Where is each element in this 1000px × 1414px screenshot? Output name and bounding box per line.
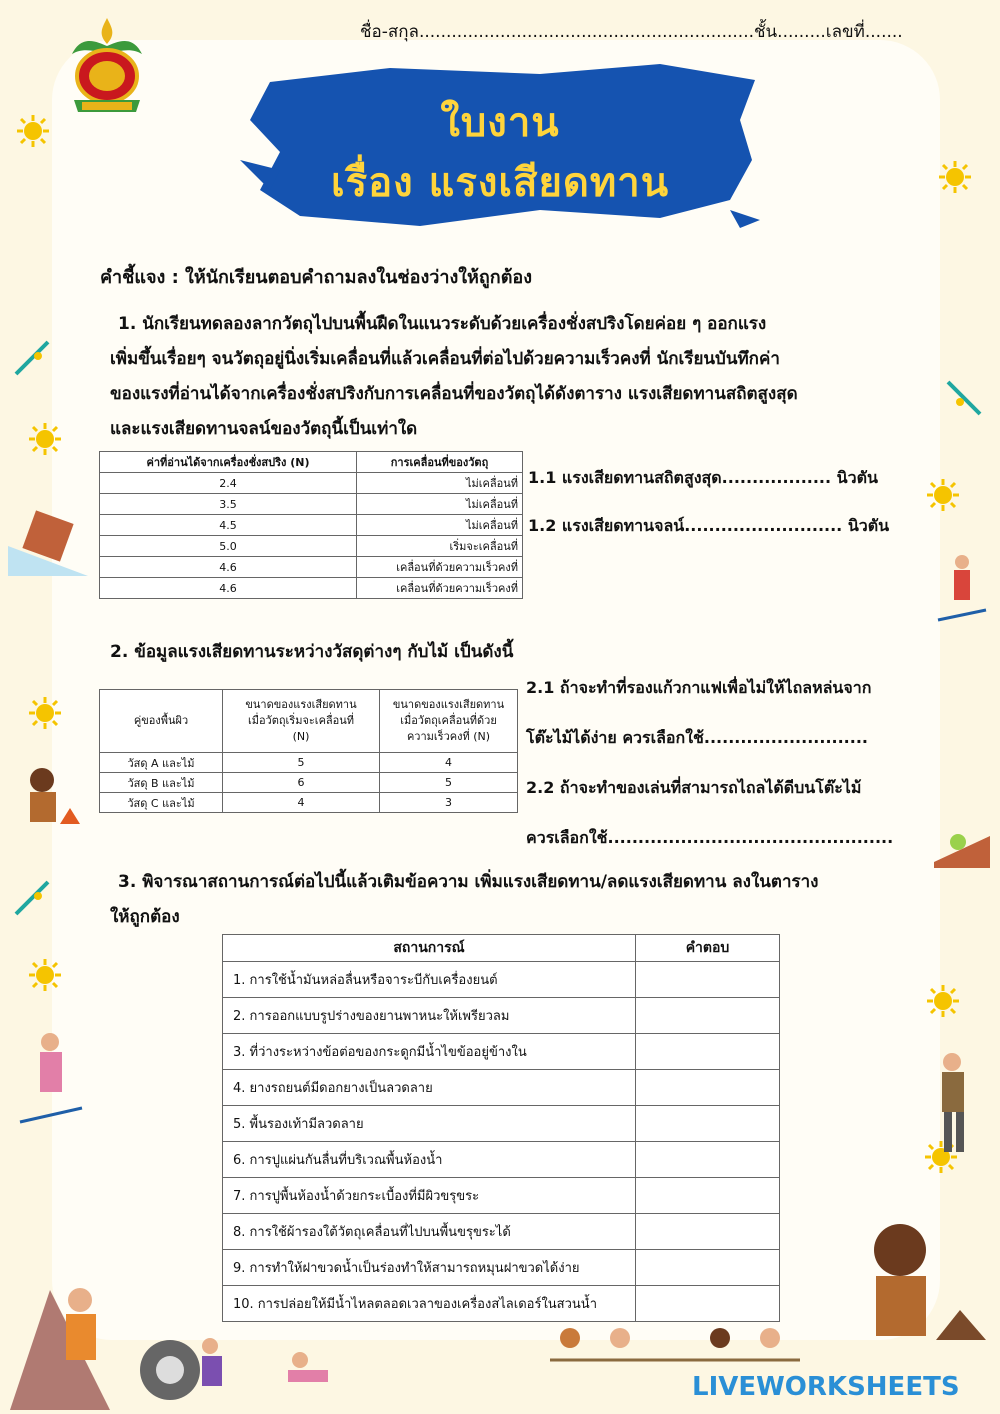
q3-situation: 6. การปูแผ่นกันลื่นที่บริเวณพื้นห้องน้ำ — [223, 1142, 636, 1178]
box-on-slope-illustration — [8, 506, 88, 576]
people-pushing-illustration — [190, 1330, 510, 1410]
ramp-icon — [14, 880, 50, 916]
q1-answer-static-friction[interactable]: 1.1 แรงเสียดทานสถิตสูงสุด.................. นิวตัน — [528, 468, 878, 487]
q3-answer-cell[interactable] — [636, 1178, 780, 1214]
liveworksheets-logo: LIVEWORKSHEETS — [692, 1372, 960, 1402]
q2-cell: 4 — [380, 753, 518, 773]
q1-cell: เคลื่อนที่ด้วยความเร็วคงที่ — [357, 557, 523, 578]
q2-header-static — [223, 690, 380, 753]
q3-situation: 7. การปูพื้นห้องน้ำด้วยกระเบื้องที่มีผิวขรุขระ — [223, 1178, 636, 1214]
q2-heading: 2. ข้อมูลแรงเสียดทานระหว่างวัสดุต่างๆ กับไม้ เป็นดังนี้ — [110, 642, 514, 662]
q1-answer-kinetic-friction[interactable]: 1.2 แรงเสียดทานจลน์.......................... นิวตัน — [528, 516, 890, 535]
sun-icon — [28, 422, 62, 456]
ramp-icon — [946, 380, 982, 416]
q3-situation: 3. ที่ว่างระหว่างข้อต่อของกระดูกมีน้ำไขข้ออยู่ข้างใน — [223, 1034, 636, 1070]
table-row — [100, 515, 523, 536]
q1-cell: 4.6 — [100, 557, 357, 578]
caveman-illustration — [14, 764, 84, 834]
table-row — [100, 557, 523, 578]
q2-cell: 3 — [380, 793, 518, 813]
table-row — [223, 1106, 780, 1142]
q2-cell: วัสดุ A และไม้ — [100, 753, 223, 773]
q1-cell: 2.4 — [100, 473, 357, 494]
q3-line-1: 3. พิจารณาสถานการณ์ต่อไปนี้แล้วเติมข้อความ เพิ่มแรงเสียดทาน/ลดแรงเสียดทาน ลงในตาราง — [118, 872, 819, 892]
q2-cell: 6 — [223, 773, 380, 793]
caveman-fire-illustration — [840, 1210, 990, 1360]
table-row — [100, 753, 518, 773]
q3-answer-cell[interactable] — [636, 1106, 780, 1142]
table-row — [223, 1178, 780, 1214]
sun-icon — [926, 478, 960, 512]
q2-header-kinetic-text: ขนาดของแรงเสียดทาน เมื่อวัตถุเคลื่อนที่ด้วย ความเร็วคงที่ (N) — [392, 698, 505, 743]
table-row — [100, 536, 523, 557]
q3-situation: 1. การใช้น้ำมันหล่อลื่นหรือจาระบีกับเครื่องยนต์ — [223, 962, 636, 998]
q2-2-answer[interactable]: ควรเลือกใช้............................................... — [526, 828, 894, 847]
q1-cell: เริ่มจะเคลื่อนที่ — [357, 536, 523, 557]
q2-1-line-1: 2.1 ถ้าจะทำที่รองแก้วกาแฟเพื่อไม่ให้ไถลหล่นจาก — [526, 678, 872, 697]
q2-header-static-text: ขนาดของแรงเสียดทาน เมื่อวัตถุเริ่มจะเคลื่อนที่ (N) — [245, 698, 357, 743]
q1-cell: ไม่เคลื่อนที่ — [357, 473, 523, 494]
q3-situation: 4. ยางรถยนต์มีดอกยางเป็นลวดลาย — [223, 1070, 636, 1106]
q2-header-surface: คู่ของพื้นผิว — [100, 690, 223, 753]
q1-cell: 4.6 — [100, 578, 357, 599]
q3-situation: 8. การใช้ผ้ารองใต้วัตถุเคลื่อนที่ไปบนพื้นขรุขระได้ — [223, 1214, 636, 1250]
q3-answer-cell[interactable] — [636, 998, 780, 1034]
sun-icon — [28, 696, 62, 730]
q1-cell: 3.5 — [100, 494, 357, 515]
table-row — [100, 473, 523, 494]
table-row — [223, 1070, 780, 1106]
table-row — [223, 962, 780, 998]
q3-header-answer: คำตอบ — [636, 935, 780, 962]
q1-line-1: 1. นักเรียนทดลองลากวัตถุไปบนพื้นฝืดในแนวระดับด้วยเครื่องชั่งสปริงโดยค่อย ๆ ออกแรง — [118, 314, 767, 334]
table-row — [223, 1034, 780, 1070]
table-row — [223, 1286, 780, 1322]
table-row — [100, 494, 523, 515]
table-row — [100, 793, 518, 813]
worksheet-subtitle: เรื่อง แรงเสียดทาน — [330, 160, 670, 206]
q2-cell: วัสดุ C และไม้ — [100, 793, 223, 813]
q2-2-line-1: 2.2 ถ้าจะทำของเล่นที่สามารถไถลได้ดีบนโต๊ะไม้ — [526, 778, 862, 797]
q3-answer-cell[interactable] — [636, 962, 780, 998]
q3-answer-cell[interactable] — [636, 1214, 780, 1250]
q1-table-header-motion: การเคลื่อนที่ของวัตถุ — [357, 452, 523, 473]
q1-cell: ไม่เคลื่อนที่ — [357, 515, 523, 536]
q3-header-situation: สถานการณ์ — [223, 935, 636, 962]
q3-situation: 5. พื้นรองเท้ามีลวดลาย — [223, 1106, 636, 1142]
q3-answer-cell[interactable] — [636, 1286, 780, 1322]
q1-line-3: ของแรงที่อ่านได้จากเครื่องชั่งสปริงกับการเคลื่อนที่ของวัตถุได้ดังตาราง แรงเสียดทานสถิตสูงสุด — [110, 384, 798, 404]
hiker-illustration — [924, 1050, 980, 1160]
sun-icon — [28, 958, 62, 992]
ball-on-slope-illustration — [934, 812, 990, 868]
q1-cell: ไม่เคลื่อนที่ — [357, 494, 523, 515]
q2-table — [99, 689, 518, 813]
q1-table — [99, 451, 523, 599]
q3-situation: 10. การปล่อยให้มีน้ำไหลตลอดเวลาของเครื่องสไลเดอร์ในสวนน้ำ — [223, 1286, 636, 1322]
q2-1-answer[interactable]: โต๊ะไม้ได้ง่าย ควรเลือกใช้........................... — [526, 728, 868, 747]
skier-illustration — [934, 552, 990, 628]
table-row — [223, 1250, 780, 1286]
q1-cell: เคลื่อนที่ด้วยความเร็วคงที่ — [357, 578, 523, 599]
q3-line-2: ให้ถูกต้อง — [110, 907, 180, 927]
q3-table — [222, 934, 780, 1322]
table-row — [100, 578, 523, 599]
sun-icon — [926, 984, 960, 1018]
skier-illustration — [16, 1030, 86, 1130]
instructions: คำชี้แจง : ให้นักเรียนตอบคำถามลงในช่องว่างให้ถูกต้อง — [100, 267, 532, 288]
sun-icon — [16, 114, 50, 148]
q1-table-header-reading: ค่าที่อ่านได้จากเครื่องชั่งสปริง (N) — [100, 452, 357, 473]
q1-line-2: เพิ่มขึ้นเรื่อยๆ จนวัตถุอยู่นิ่งเริ่มเคลื่อนที่แล้วเคลื่อนที่ต่อไปด้วยความเร็วคงที่ นักเรียนบันทึกค่า — [110, 349, 780, 369]
worksheet-title: ใบงาน — [440, 100, 560, 146]
q2-header-kinetic — [380, 690, 518, 753]
table-row — [223, 1142, 780, 1178]
q3-answer-cell[interactable] — [636, 1142, 780, 1178]
q2-cell: 5 — [380, 773, 518, 793]
ramp-icon — [14, 340, 50, 376]
q2-cell: วัสดุ B และไม้ — [100, 773, 223, 793]
q3-situation: 2. การออกแบบรูปร่างของยานพาหนะให้เพรียวลม — [223, 998, 636, 1034]
table-row — [223, 1214, 780, 1250]
q1-line-4: และแรงเสียดทานจลน์ของวัตถุนี้เป็นเท่าใด — [110, 419, 418, 439]
q3-situation: 9. การทำให้ฝาขวดน้ำเป็นร่องทำให้สามารถหมุนฝาขวดได้ง่าย — [223, 1250, 636, 1286]
sun-icon — [938, 160, 972, 194]
name-class-number-line: ชื่อ-สกุล..............................................................ชั้น.........เลขที่....... — [360, 22, 903, 42]
q2-cell: 5 — [223, 753, 380, 773]
q2-cell: 4 — [223, 793, 380, 813]
table-row — [223, 998, 780, 1034]
q3-answer-cell[interactable] — [636, 1070, 780, 1106]
q1-cell: 4.5 — [100, 515, 357, 536]
q3-answer-cell[interactable] — [636, 1250, 780, 1286]
q3-answer-cell[interactable] — [636, 1034, 780, 1070]
table-row — [100, 773, 518, 793]
q1-cell: 5.0 — [100, 536, 357, 557]
